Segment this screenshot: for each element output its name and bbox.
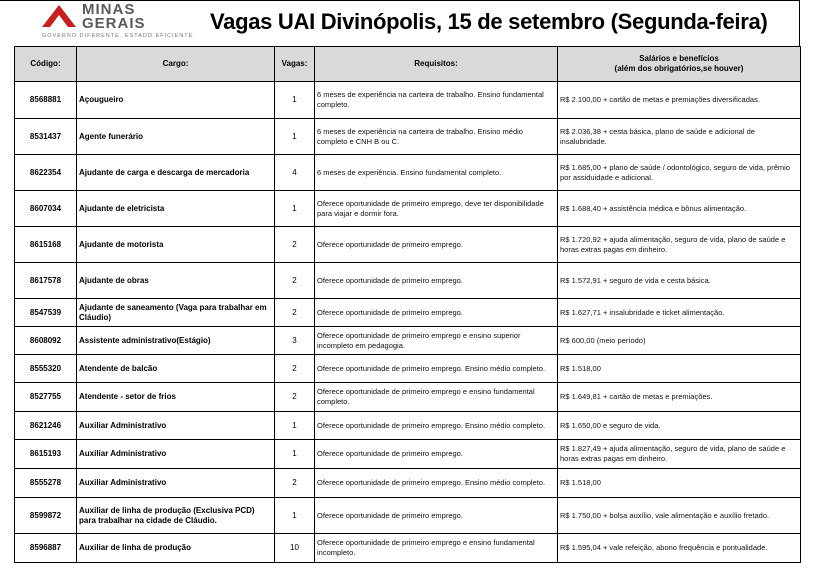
cell-salarios: R$ 1.827,49 + ajuda alimentação, seguro de vida, plano de saúde e horas extras pagas em dinheiro.: [558, 440, 801, 469]
cell-vagas: 1: [275, 191, 315, 227]
cell-salarios: R$ 600,00 (meio período): [558, 327, 801, 355]
cell-cargo: Auxiliar Administrativo: [77, 412, 275, 440]
header-codigo: Código:: [15, 47, 77, 82]
cell-requisitos: Oferece oportunidade de primeiro emprego.: [315, 498, 558, 534]
logo-name: [82, 3, 146, 31]
cell-vagas: 2: [275, 227, 315, 263]
cell-codigo: 8622354: [15, 155, 77, 191]
cell-salarios: R$ 1.595,04 + vale refeição, abono frequência e pontualidade.: [558, 534, 801, 563]
cell-vagas: 1: [275, 440, 315, 469]
cell-vagas: 2: [275, 469, 315, 498]
cell-codigo: 8527755: [15, 383, 77, 412]
cell-requisitos: 6 meses de experiência na carteira de trabalho. Ensino fundamental completo.: [315, 82, 558, 119]
cell-cargo: Açougueiro: [77, 82, 275, 119]
table-row: [15, 327, 801, 355]
logo-name-line1: MINAS: [82, 1, 136, 18]
table-row: [15, 155, 801, 191]
table-header-row: [15, 47, 801, 82]
table-row: [15, 119, 801, 155]
cell-requisitos: Oferece oportunidade de primeiro emprego. Ensino médio completo.: [315, 412, 558, 440]
header-vagas: Vagas:: [275, 47, 315, 82]
table-row: [15, 498, 801, 534]
cell-vagas: 10: [275, 534, 315, 563]
cell-vagas: 3: [275, 327, 315, 355]
table-row: [15, 355, 801, 383]
cell-requisitos: Oferece oportunidade de primeiro emprego.: [315, 263, 558, 299]
header-requisitos: Requisitos:: [315, 47, 558, 82]
table-row: [15, 299, 801, 327]
cell-vagas: 1: [275, 412, 315, 440]
cell-vagas: 2: [275, 299, 315, 327]
cell-codigo: 8621246: [15, 412, 77, 440]
cell-cargo: Assistente administrativo(Estágio): [77, 327, 275, 355]
table-row: [15, 440, 801, 469]
cell-vagas: 1: [275, 82, 315, 119]
header-cargo: Cargo:: [77, 47, 275, 82]
header-salarios-line2: (além dos obrigatórios,se houver): [614, 64, 744, 73]
cell-vagas: 2: [275, 263, 315, 299]
cell-vagas: 2: [275, 383, 315, 412]
jobs-table: [14, 46, 801, 563]
cell-cargo: Ajudante de eletricista: [77, 191, 275, 227]
cell-codigo: 8555278: [15, 469, 77, 498]
cell-cargo: Auxiliar Administrativo: [77, 469, 275, 498]
cell-requisitos: 6 meses de experiência. Ensino fundamental completo.: [315, 155, 558, 191]
cell-cargo: Atendente de balcão: [77, 355, 275, 383]
table-row: [15, 263, 801, 299]
table-row: [15, 469, 801, 498]
cell-requisitos: 6 meses de experiência na carteira de trabalho. Ensino médio completo e CNH B ou C.: [315, 119, 558, 155]
cell-cargo: Ajudante de motorista: [77, 227, 275, 263]
cell-salarios: R$ 1.650,00 e seguro de vida.: [558, 412, 801, 440]
cell-salarios: R$ 1.750,00 + bolsa auxílio, vale alimentação e auxílio fretado.: [558, 498, 801, 534]
cell-salarios: R$ 1.518,00: [558, 355, 801, 383]
cell-vagas: 2: [275, 355, 315, 383]
cell-requisitos: Oferece oportunidade de primeiro emprego, deve ter disponibilidade para viajar e dormir fora.: [315, 191, 558, 227]
cell-cargo: Auxiliar de linha de produção: [77, 534, 275, 563]
cell-vagas: 1: [275, 498, 315, 534]
cell-codigo: 8555320: [15, 355, 77, 383]
cell-vagas: 1: [275, 119, 315, 155]
cell-codigo: 8596887: [15, 534, 77, 563]
cell-cargo: Agente funerário: [77, 119, 275, 155]
mountain-logo-icon: [42, 5, 76, 27]
cell-cargo: Auxiliar Administrativo: [77, 440, 275, 469]
cell-cargo: Auxiliar de linha de produção (Exclusiva PCD) para trabalhar na cidade de Cláudio.: [77, 498, 275, 534]
page-title: Vagas UAI Divinópolis, 15 de setembro (Segunda-feira): [210, 9, 768, 34]
cell-salarios: R$ 1.720,92 + ajuda alimentação, seguro de vida, plano de saúde e horas extras pagas em dinheiro.: [558, 227, 801, 263]
cell-cargo: Atendente - setor de frios: [77, 383, 275, 412]
cell-codigo: 8615193: [15, 440, 77, 469]
table-row: [15, 534, 801, 563]
cell-codigo: 8607034: [15, 191, 77, 227]
header-salarios-line1: Salários e benefícios: [639, 54, 719, 63]
logo-name-line2: GERAIS: [82, 15, 146, 32]
cell-requisitos: Oferece oportunidade de primeiro emprego e ensino fundamental incompleto.: [315, 534, 558, 563]
cell-requisitos: Oferece oportunidade de primeiro emprego e ensino superior incompleto em pedagogia.: [315, 327, 558, 355]
cell-salarios: R$ 2.036,38 + cesta básica, plano de saúde e adicional de insalubridade.: [558, 119, 801, 155]
cell-cargo: Ajudante de obras: [77, 263, 275, 299]
cell-requisitos: Oferece oportunidade de primeiro emprego.: [315, 227, 558, 263]
cell-codigo: 8615168: [15, 227, 77, 263]
cell-salarios: R$ 1.649,81 + cartão de metas e premiações.: [558, 383, 801, 412]
table-row: [15, 383, 801, 412]
table-row: [15, 82, 801, 119]
cell-codigo: 8599872: [15, 498, 77, 534]
cell-requisitos: Oferece oportunidade de primeiro emprego. Ensino médio completo.: [315, 469, 558, 498]
cell-codigo: 8531437: [15, 119, 77, 155]
cell-salarios: R$ 1.627,71 + insalubridade e ticket alimentação.: [558, 299, 801, 327]
cell-requisitos: Oferece oportunidade de primeiro emprego e ensino fundamental completo.: [315, 383, 558, 412]
cell-salarios: R$ 1.685,00 + plano de saúde / odontológico, seguro de vida, prêmio por assiduidade e adicional.: [558, 155, 801, 191]
cell-salarios: R$ 2.100,00 + cartão de metas e premiações diversificadas.: [558, 82, 801, 119]
cell-codigo: 8608092: [15, 327, 77, 355]
cell-cargo: Ajudante de saneamento (Vaga para trabalhar em Cláudio): [77, 299, 275, 327]
table-row: [15, 412, 801, 440]
cell-salarios: R$ 1.572,91 + seguro de vida e cesta básica.: [558, 263, 801, 299]
table-row: [15, 191, 801, 227]
cell-salarios: R$ 1.688,40 + assistência médica e bônus alimentação.: [558, 191, 801, 227]
cell-salarios: R$ 1.518,00: [558, 469, 801, 498]
cell-requisitos: Oferece oportunidade de primeiro emprego.: [315, 299, 558, 327]
cell-codigo: 8617578: [15, 263, 77, 299]
logo-tagline: GOVERNO DIFERENTE. ESTADO EFICIENTE.: [42, 33, 196, 39]
cell-vagas: 4: [275, 155, 315, 191]
header-salarios: [558, 47, 801, 82]
cell-requisitos: Oferece oportunidade de primeiro emprego. Ensino médio completo.: [315, 355, 558, 383]
cell-codigo: 8547539: [15, 299, 77, 327]
cell-requisitos: Oferece oportunidade de primeiro emprego.: [315, 440, 558, 469]
cell-codigo: 8568881: [15, 82, 77, 119]
table-row: [15, 227, 801, 263]
minas-gerais-logo: [42, 1, 196, 41]
page-header: [0, 0, 800, 46]
cell-cargo: Ajudante de carga e descarga de mercadoria: [77, 155, 275, 191]
